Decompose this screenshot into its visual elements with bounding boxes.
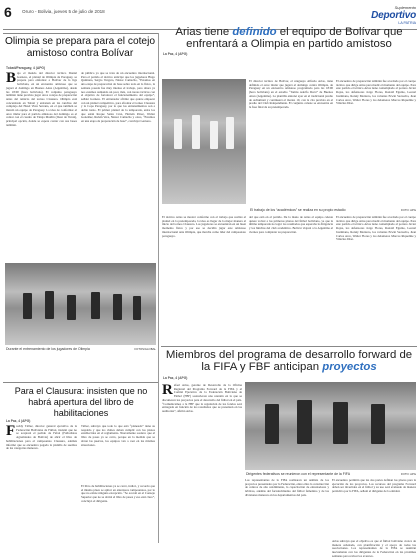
olimpia-dropcap: B bbox=[6, 70, 17, 86]
fbf-column-3: El encuentro permitió que las dos partes definan los plazos para la ejecución de los proyectos. Los recursos del programa Forward deben ser invertidos en el fútbol y su uso será evaluado de manera periódica por la FIFA, señaló el dirigente de la entidad. bbox=[332, 478, 416, 494]
dateline: Oruro - Bolivia, jueves 5 de julio de 2018 bbox=[22, 9, 105, 14]
olimpia-column-2: de público ya que se trata de un encuentro internacional. Para el partido el técnico anticipó que los jugadores Hugo Quintana, Sergio Vergara, Néstor Camacho, “Estamos en una etapa de preparación de base sobre todo en lo físico, la semana pasada fue muy intensa el trabajo, pero ahora ya nos estamos sumando un poco más, con tareas tácticas con el objetivo de fortalecer el funcionamiento del equipo”, señaló Garnero. El entrenador afirmó que quiere empezar con un plantel competitivo, para afrontar el torneo Clausura y la Copa Paraguay, por lo que los entrenamientos son a doble turno. El primer plantel de la temporada, entre los que están Roque Santa Cruz, Hernán Pérez, Walter González, Rubén Vera, Néstor Camacho y otros, “Estamos en una etapa de preparación de base”, concluyó Garnero. bbox=[81, 71, 155, 124]
bolivar-photo bbox=[162, 79, 246, 204]
fbf-headline-highlight: proyectos bbox=[322, 361, 377, 373]
clausura-text-1: reddy Téllez, director general ejecutivo de la Federación Boliviana de Fútbol, insistió que no se aceptará el pedido de Fabol (Futbolistas Agremiados de Bolivia) de abrir el libro de habilitaciones para el campeonato Clausura, además informó que se encuentra pagada la planilla de sueldos de las categorías menores. bbox=[6, 424, 77, 451]
olimpia-headline: Olimpia se prepara para el cotejo amistoso contra Bolívar bbox=[4, 36, 156, 59]
olimpia-photo-credit: FOTOS/GLOBAL bbox=[134, 347, 156, 351]
fbf-top-rule bbox=[161, 346, 417, 347]
clausura-top-rule bbox=[3, 382, 158, 383]
clausura-column-2: Téllez, subrayó que todo lo que está “planeado” tiene su respaldo y que los clubes deben cumplir con los plazos establecidos en el reglamento. Nuevamente sostuvo que el libro de pases ya se cerró, porque en la medida que se abran las puertas, los equipos van a caer en las mismas situaciones. bbox=[81, 424, 155, 447]
clausura-headline: Para el Clausura: insisten que no habrá apertura del libro de habilitaciones bbox=[14, 386, 148, 418]
fbf-column-1 bbox=[162, 384, 242, 542]
logo-sub-text: LA PATRIA bbox=[398, 21, 416, 25]
olimpia-column-1 bbox=[6, 72, 77, 262]
arias-column-3: El técnico Arias se mostró conforme con el trabajo que realizó el plantel en la pretemporada, la idea es llegar de la mejor manera al inicio del torneo Clausura. Los jugadores se encuentran en un buen momento físico y por eso se decidió jugar este amistoso internacional ante Olimpia, que marcha como líder del campeonato paraguayo. bbox=[162, 215, 246, 238]
fbf-headline bbox=[160, 349, 418, 373]
arias-headline-post: el equipo de Bolívar que enfrentará a Olimpia en partido amistoso bbox=[186, 26, 403, 50]
olimpia-byline: Tobati/Paraguay, 4 (APG) bbox=[6, 66, 46, 70]
olimpia-text-1: ajo el mando del director técnico Daniel Garnero, el plantel de Olimpia de Paraguay, se prepara para enfrentar a Bolívar de la liga boliviana, en un encuentro amistoso que se jugará el domingo en Buenos Aires (Argentina), desde las 18:00 (hora boliviana). El conjunto paraguayo también tiene previsto jugar otros cotejos de preparación antes del reinicio del torneo Clausura. Olimpia está concentrado en Tobatí y entrenan en las canchas del complejo del Hotel Vista Serrana, en el que también se instaló un equipo de Paraguay. La idea de conformar el once titular para el partido amistoso del domingo es el contar con el cuadro de Tinaja Maidín (Ilson de Verón), principal opción, donde se espera contar con sus bases también. bbox=[6, 71, 77, 127]
clausura-column-1 bbox=[6, 425, 77, 543]
page-number: 6 bbox=[4, 4, 12, 20]
clausura-column-3: El libro de habilitaciones ya se cerró, indicó, y recordó que el mismo plazo se aplicó en anteriores campeonatos, por lo que no existe ninguna excepción. “Se acordó en el Consejo Superior que no se abrirá el libro de pases y eso está claro”, concluyó el dirigente. bbox=[81, 484, 155, 503]
bolivar-caption-text: El trabajo de los “académicos” se realiza en su propio estadio bbox=[250, 208, 346, 212]
fbf-dropcap: R bbox=[162, 382, 173, 398]
logo-main-text: Deportivo bbox=[371, 10, 416, 21]
fbf-photo-caption bbox=[246, 472, 416, 476]
bolivar-photo-caption bbox=[250, 208, 416, 212]
arias-byline: La Paz, 4 (APG) bbox=[163, 52, 188, 56]
section-logo bbox=[358, 5, 416, 25]
olimpia-caption-text: Durante el entrenamiento de los jugadores de Olimpia bbox=[6, 347, 90, 351]
arias-column-4: del que está en el partido. De la mano de Arias el equipo celeste quiere volver a los primeros planos del fútbol boliviano, ya que la última temporada no logró los resultados que esperaba la dirigencia y los hinchas del club académico. Bolívar viajará a la Argentina el viernes para completar su preparación. bbox=[249, 215, 333, 234]
olimpia-photo-caption bbox=[6, 347, 156, 351]
fbf-text-1: afael Arias, gerente de Desarrollo de la Oficina Regional del Programa Forward de la FIFA y el Comité Ejecutivo de la Federación Boliviana de Fútbol (FBF) sostuvieron una reunión en la que se discutieron los proyectos para el desarrollo del fútbol en el país. “Comunicamos a la FBF que la regulación de los fondos será entregada en función de los resultados que se presenten en las auditorías”, afirmó Arias. bbox=[162, 383, 242, 413]
clausura-dropcap: F bbox=[6, 423, 16, 439]
arias-column-1: El director técnico de Bolívar, el uruguayo Alfredo Arias, tiene definido el once titular que jugará el domingo contra Olimpia, de Paraguay en un encuentro amistoso programado para las 18:00 (hora boliviana) en el estadio “Tomás Adolfo Ducó” de Buenos Aires (Argentina). La plantilla entrenó ayer en el tradicional predio de Achumani y continuará el martes 10, con la cita prevista en el predio del Club Independiente. El conjunto celeste se encuentra en la fase final de su pretemporada. bbox=[249, 79, 333, 109]
fbf-caption-text: Dirigentes federativos se reunieron con el representante de la FIFA bbox=[246, 472, 351, 476]
bolivar-photo-credit: FOTO: APG bbox=[400, 208, 416, 212]
fbf-headline-pre: Miembros del programa de desarrollo forward de la FIFA y FBF anticipan bbox=[165, 349, 413, 373]
olimpia-top-rule bbox=[3, 33, 158, 34]
arias-column-2: El encuentro de preparación también fue acordado por el cuerpo técnico que dirige Arias para medir el momento del equipo. Para este partido el técnico Arias tiene contemplado al portero Javier Rojas, los defensores Jorge Flores, Ronald Eguino, Leonel Justiniano, Ronny Montero, los volantes Erwin Saavedra, Juan Carlos Arce, Walter Flores y los delanteros Marcos Riquelme y Vinícius Díaz. bbox=[336, 79, 416, 106]
olimpia-photo bbox=[5, 263, 156, 345]
logo-top-text: Suplemento bbox=[394, 5, 416, 10]
arias-headline bbox=[160, 26, 418, 50]
fbf-photo-credit: FOTO: APG bbox=[400, 472, 416, 476]
fbf-column-2: Los representantes de la FIFA realizaron un análisis de los proyectos presentados por la Federación, entre ellos la construcción de centros de alto rendimiento, la capacitación de entrenadores y árbitros, además del fortalecimiento del fútbol femenino y de las divisiones menores en los departamentos del país. bbox=[245, 478, 329, 497]
arias-column-5: El encuentro de preparación también fue acordado por el cuerpo técnico que dirige Arias para medir el momento del equipo. Para este partido el técnico Arias tiene contemplado al portero Javier Rojas, los defensores Jorge Flores, Ronald Eguino, Leonel Justiniano, Ronny Montero, los volantes Erwin Saavedra, Juan Carlos Arce, Walter Flores y los delanteros Marcos Riquelme y Vinícius Díaz. bbox=[336, 215, 416, 242]
fbf-column-4: Arias subrayó que el objetivo es que el fútbol boliviano crezca de manera ordenada, con planificación y el apoyo de todas las asociaciones. Los representantes de la FIFA se reunirán nuevamente con los dirigentes de la Federación en las próximas semanas para revisar los avances. bbox=[332, 539, 416, 558]
clausura-byline: La Paz, 4 (APG) bbox=[6, 419, 31, 423]
column-separator bbox=[158, 33, 159, 543]
arias-headline-highlight: definido bbox=[232, 26, 277, 38]
arias-headline-pre: Arias tiene bbox=[175, 26, 233, 38]
fbf-photo bbox=[245, 382, 416, 470]
fbf-byline: La Paz, 4 (APG) bbox=[163, 376, 188, 380]
